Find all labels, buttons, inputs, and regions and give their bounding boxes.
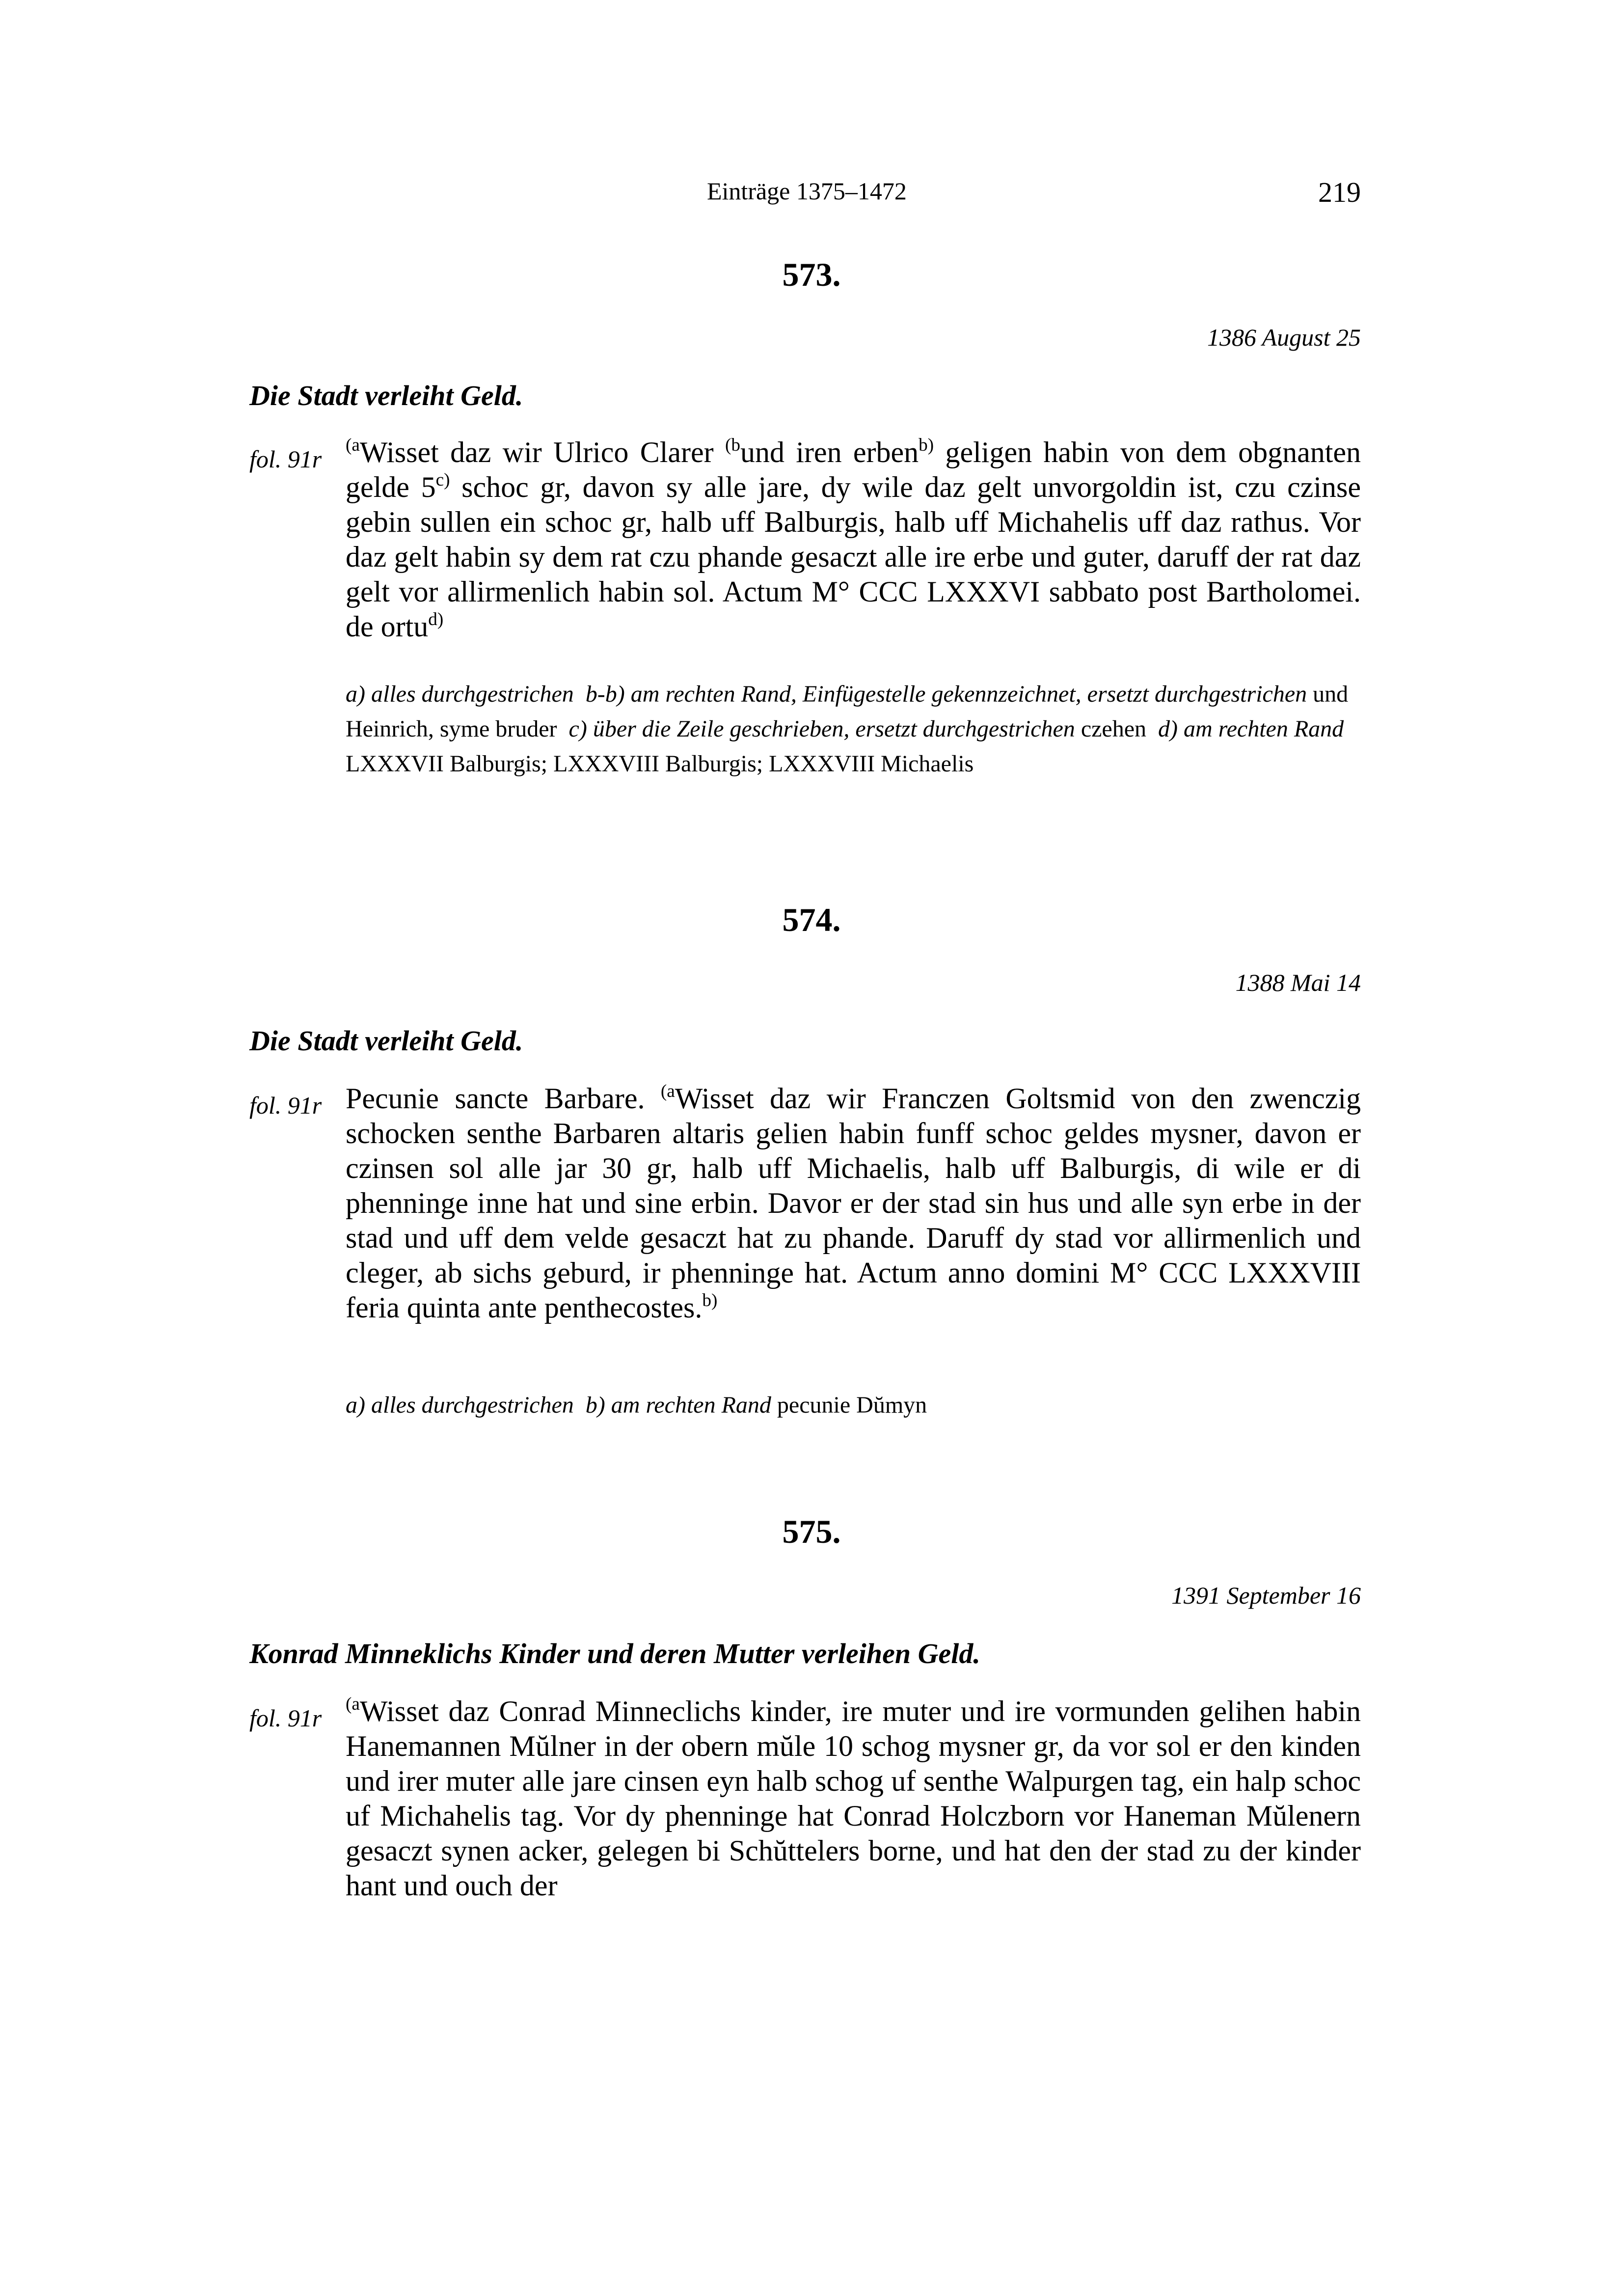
- folio-ref-575: fol. 91r: [249, 1704, 322, 1732]
- entry-body-573: $^{(a}$Wisset daz wir Ulrico Clarer $^{(b}$und iren erben$^{b)}$ geligen habin von dem obgnanten gelde 5$^{c)}$ schoc gr, davon sy alle jare, dy wile daz gelt unvorgoldin ist, czu czinse gebin sullen ein schoc gr, halb uff Balburgis, halb uff Michahelis uff daz rathus. Vor daz gelt habin sy dem rat czu phande gesaczt alle ire erbe und guter, daruff der rat daz gelt vor allirmenlich habin sol. Actum M° CCC LXXXVI sabbato post Bartholomei. de ortu$^{d)}$: [346, 435, 1361, 643]
- running-header: Einträge 1375–1472: [707, 177, 907, 205]
- footnotes-573: a) alles durchgestrichen b-b) am rechten Rand, Einfügestelle gekennzeichnet, ersetzt durchgestrichen und Heinrich, syme bruder c) über die Zeile geschrieben, ersetzt durchgestrichen czehen d) am rechten Rand LXXXVII Balburgis; LXXXVIII Balburgis; LXXXVIII Michaelis: [346, 681, 1349, 777]
- folio-ref-574: fol. 91r: [249, 1092, 322, 1119]
- entry-body-575: $^{(a}$Wisset daz Conrad Minneclichs kinder, ire muter und ire vormunden gelihen habin Hanemannen Mŭlner in der obern mŭle 10 schog mysner gr, da vor sol er den kinden und irer muter alle jare cinsen eyn halb schog uf senthe Walpurgen tag, ein halp schoc uf Michahelis tag. Vor dy phenninge hat Conrad Holczborn vor Haneman Mŭlenern gesaczt synen acker, gelegen bi Schŭttelers borne, und hat den der stad zu der kinder hant und ouch der: [346, 1694, 1361, 1902]
- footnotes-574: a) alles durchgestrichen b) am rechten Rand pecunie Dŭmyn: [346, 1392, 927, 1418]
- folio-ref-573: fol. 91r: [249, 445, 322, 473]
- page-number: 219: [1318, 176, 1361, 208]
- entry-number-573: 573.: [782, 256, 841, 293]
- entry-date-573: 1386 August 25: [1207, 324, 1361, 351]
- entry-heading-574: Die Stadt verleiht Geld.: [249, 1025, 523, 1057]
- entry-heading-575: Konrad Minneklichs Kinder und deren Mutter verleihen Geld.: [249, 1638, 980, 1669]
- entry-heading-573: Die Stadt verleiht Geld.: [249, 380, 523, 411]
- entry-number-574: 574.: [782, 901, 841, 938]
- entry-number-575: 575.: [782, 1513, 841, 1550]
- entry-date-574: 1388 Mai 14: [1235, 969, 1361, 996]
- entry-body-574: Pecunie sancte Barbare. $^{(a}$Wisset daz wir Franczen Goltsmid von den zwenczig schocken senthe Barbaren altaris gelien habin funff schoc geldes mysner, davon er czinsen sol alle jar 30 gr, halb uff Michaelis, halb uff Balburgis, di wile er di phenninge inne hat und sine erbin. Davor er der stad sin hus und alle syn erbe in der stad und uff dem velde gesaczt hat zu phande. Daruff dy stad vor allirmenlich und cleger, ab sichs geburd, ir phenninge hat. Actum anno domini M° CCC LXXXVIII feria quinta ante penthecostes.$^{b)}$: [346, 1081, 1361, 1324]
- entry-date-575: 1391 September 16: [1171, 1582, 1361, 1609]
